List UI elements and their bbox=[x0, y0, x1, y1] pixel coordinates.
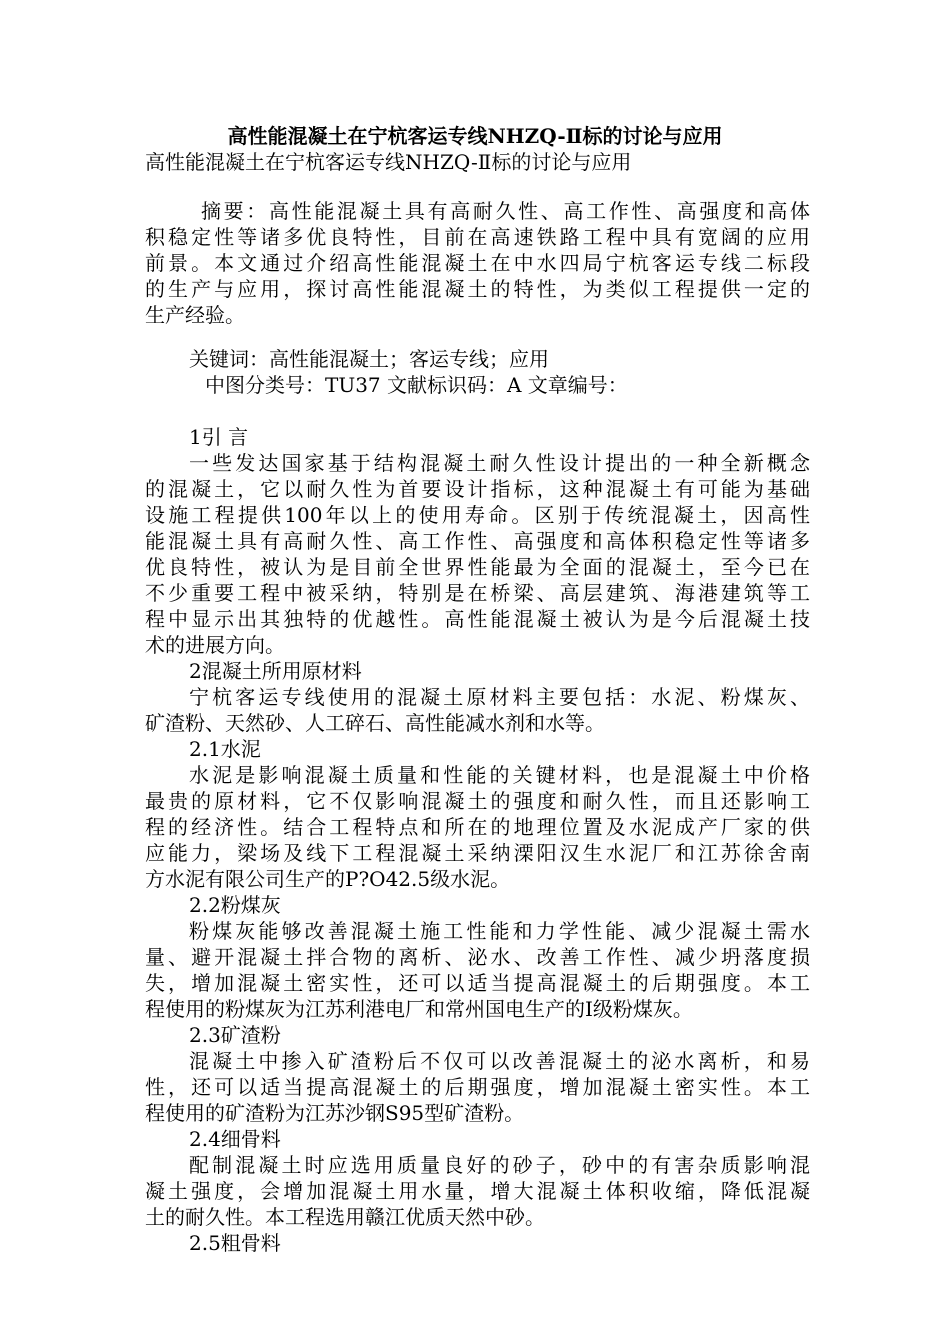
abstract-line: 生产经验。 bbox=[145, 303, 245, 327]
body-line: 性，还可以适当提高混凝土的后期强度，增加混凝土密实性。本工 bbox=[145, 1075, 810, 1099]
body-line: 最贵的原材料，它不仅影响混凝土的强度和耐久性，而且还影响工 bbox=[145, 789, 810, 813]
section-heading: 2.4细骨料 bbox=[189, 1127, 281, 1151]
abstract-line: 积稳定性等诸多优良特性，目前在高速铁路工程中具有宽阔的应用 bbox=[145, 225, 810, 249]
section-heading: 1引 言 bbox=[189, 425, 249, 449]
body-line: 混凝土中掺入矿渣粉后不仅可以改善混凝土的泌水离析，和易 bbox=[189, 1049, 810, 1073]
body-line: 程使用的粉煤灰为江苏利港电厂和常州国电生产的Ⅰ级粉煤灰。 bbox=[145, 997, 693, 1021]
body-line: 应能力，梁场及线下工程混凝土采纳溧阳汉生水泥厂和江苏徐舍南 bbox=[145, 841, 810, 865]
body-line: 程中显示出其独特的优越性。高性能混凝土被认为是今后混凝土技 bbox=[145, 607, 810, 631]
section-1 bbox=[145, 424, 810, 1256]
body-line: 不少重要工程中被采纳，特别是在桥梁、高层建筑、海港建筑等工 bbox=[145, 581, 810, 605]
body-line: 程的经济性。结合工程特点和所在的地理位置及水泥成产厂家的供 bbox=[145, 815, 810, 839]
abstract-line: 前景。本文通过介绍高性能混凝土在中水四局宁杭客运专线二标段 bbox=[145, 251, 810, 275]
abstract-line: 的生产与应用，探讨高性能混凝土的特性，为类似工程提供一定的 bbox=[145, 277, 810, 301]
section-heading: 2.2粉煤灰 bbox=[189, 893, 281, 917]
section-heading: 2混凝土所用原材料 bbox=[189, 659, 362, 683]
body-line: 优良特性，被认为是目前全世界性能最为全面的混凝土，至今已在 bbox=[145, 555, 810, 579]
body-line: 方水泥有限公司生产的P?O42.5级水泥。 bbox=[145, 867, 511, 891]
body-line: 水泥是影响混凝土质量和性能的关键材料，也是混凝土中价格 bbox=[189, 763, 810, 787]
body-line: 术的进展方向。 bbox=[145, 633, 285, 657]
abstract-paragraph bbox=[145, 198, 810, 328]
body-line: 宁杭客运专线使用的混凝土原材料主要包括：水泥、粉煤灰、 bbox=[189, 685, 810, 709]
body-line: 失，增加混凝土密实性，还可以适当提高混凝土的后期强度。本工 bbox=[145, 971, 810, 995]
section-heading: 2.1水泥 bbox=[189, 737, 261, 761]
body-line: 的混凝土，它以耐久性为首要设计指标，这种混凝土有可能为基础 bbox=[145, 477, 810, 501]
keywords-line: 关键词：高性能混凝土；客运专线；应用 bbox=[189, 347, 549, 371]
body-line: 量、避开混凝土拌合物的离析、泌水、改善工作性、减少坍落度损 bbox=[145, 945, 810, 969]
body-line: 设施工程提供100年以上的使用寿命。区别于传统混凝土，因高性 bbox=[145, 503, 810, 527]
section-heading: 2.5粗骨料 bbox=[189, 1231, 281, 1255]
section-heading: 2.3矿渣粉 bbox=[189, 1023, 281, 1047]
body-line: 粉煤灰能够改善混凝土施工性能和力学性能、减少混凝土需水 bbox=[189, 919, 810, 943]
body-line: 凝土强度，会增加混凝土用水量，增大混凝土体积收缩，降低混凝 bbox=[145, 1179, 810, 1203]
document-title: 高性能混凝土在宁杭客运专线NHZQ-Ⅱ标的讨论与应用 bbox=[227, 124, 723, 148]
keywords-block bbox=[145, 346, 810, 398]
body-line: 矿渣粉、天然砂、人工碎石、高性能减水剂和水等。 bbox=[145, 711, 605, 735]
body-line: 程使用的矿渣粉为江苏沙钢S95型矿渣粉。 bbox=[145, 1101, 525, 1125]
body-line: 土的耐久性。本工程选用赣江优质天然中砂。 bbox=[145, 1205, 545, 1229]
body-line: 配制混凝土时应选用质量良好的砂子，砂中的有害杂质影响混 bbox=[189, 1153, 810, 1177]
classification-line: 中图分类号：TU37 文献标识码：A 文章编号： bbox=[205, 373, 628, 397]
body-line: 能混凝土具有高耐久性、高工作性、高强度和高体积稳定性等诸多 bbox=[145, 529, 810, 553]
abstract-line: 摘要：高性能混凝土具有高耐久性、高工作性、高强度和高体 bbox=[201, 199, 810, 223]
document-subtitle: 高性能混凝土在宁杭客运专线NHZQ-Ⅱ标的讨论与应用 bbox=[145, 150, 632, 174]
body-line: 一些发达国家基于结构混凝土耐久性设计提出的一种全新概念 bbox=[189, 451, 810, 475]
